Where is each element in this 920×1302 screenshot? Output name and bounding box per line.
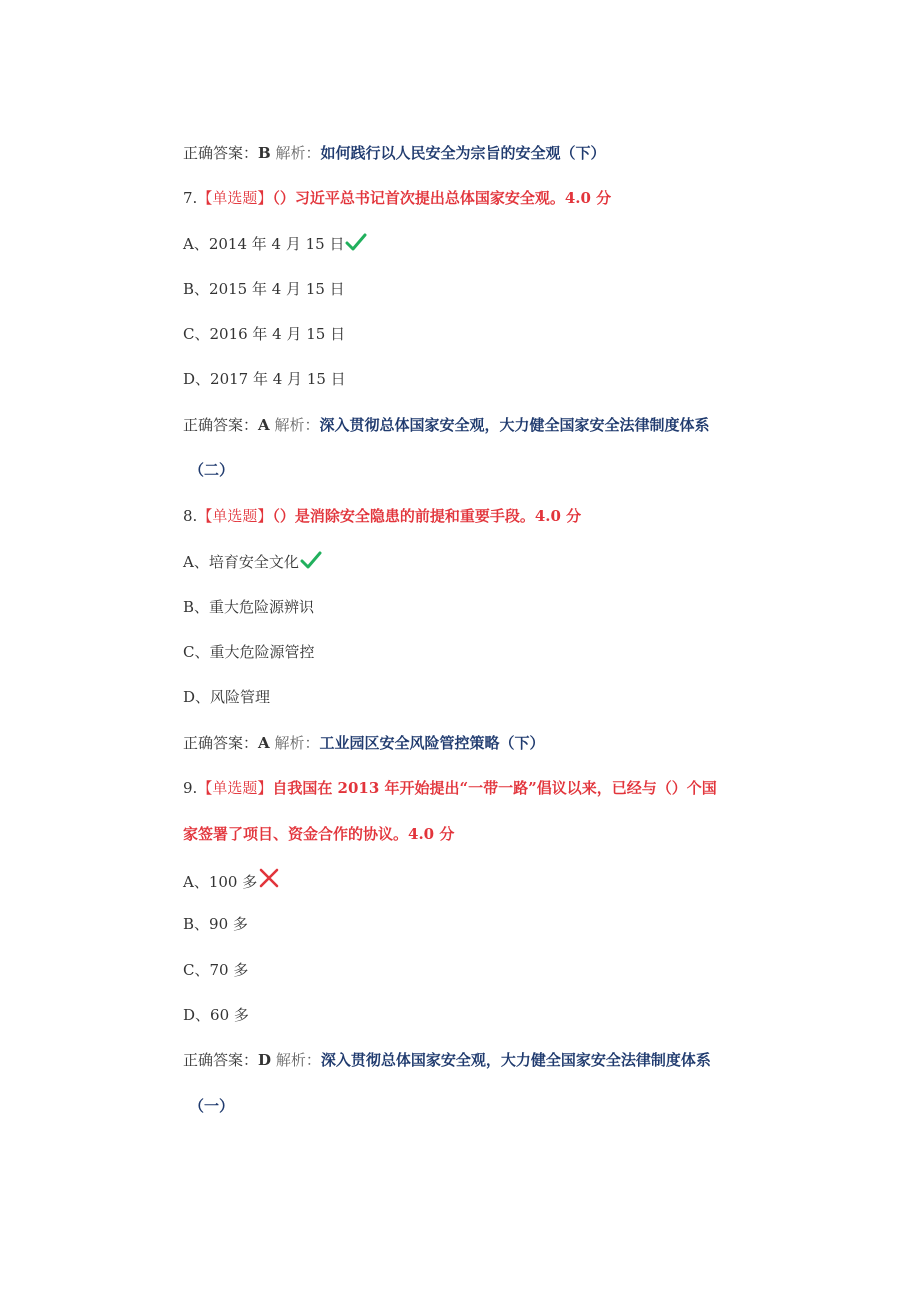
option-label: C、重大危险源管控 [183,643,315,661]
answer-line [183,1049,711,1071]
option-label: B、90 多 [183,915,248,933]
answer-line [183,142,606,164]
answer-letter: A [258,734,270,752]
analysis-text: 工业园区安全风险管控策略（下） [319,734,545,752]
answer-letter: D [258,1051,272,1069]
option-item [183,323,345,345]
option-label: A、100 多 [183,873,258,891]
analysis-continuation [189,459,234,481]
option-label: D、风险管理 [183,688,271,706]
answer-line [183,414,709,436]
question-number: 9. [183,779,198,797]
question-number: 8. [183,507,198,525]
option-label: C、2016 年 4 月 15 日 [183,325,346,343]
option-item [183,550,322,572]
answer-label: 正确答案： [183,1051,259,1069]
option-label: A、2014 年 4 月 15 日 [183,235,345,253]
analysis-text: （一） [189,1097,235,1115]
answer-label: 正确答案： [183,734,259,752]
option-item [183,368,346,390]
option-item [183,232,367,254]
option-item [183,596,314,618]
question-header [183,187,611,209]
answer-label: 正确答案： [183,144,259,162]
option-label: D、2017 年 4 月 15 日 [183,370,346,388]
analysis-text: 如何践行以人民安全为宗旨的安全观（下） [320,144,606,162]
answer-letter: A [258,416,270,434]
option-item [183,913,248,935]
option-item [183,278,345,300]
option-item [183,868,280,890]
answer-line [183,732,544,754]
analysis-label: 解析： [274,734,320,752]
question-type: 【单选题】 [197,189,273,207]
option-label: D、60 多 [183,1006,249,1024]
check-icon [345,232,367,252]
option-label: B、2015 年 4 月 15 日 [183,280,345,298]
option-item [183,959,248,981]
analysis-text: （二） [189,461,235,479]
question-header [183,505,581,527]
option-item [183,641,314,663]
check-icon [300,550,322,570]
question-type: 【单选题】 [197,779,273,797]
analysis-continuation [189,1095,234,1117]
cross-icon [258,868,280,888]
option-item [183,1004,249,1026]
answer-label: 正确答案： [183,416,259,434]
analysis-label: 解析： [275,144,321,162]
question-text-continuation [183,823,454,845]
question-header [183,777,717,799]
question-text: 家签署了项目、资金合作的协议。4.0 分 [183,825,455,843]
answer-letter: B [258,144,271,162]
option-label: B、重大危险源辨识 [183,598,315,616]
analysis-label: 解析： [274,416,320,434]
option-item [183,686,270,708]
option-label: A、培育安全文化 [183,553,299,571]
analysis-text: 深入贯彻总体国家安全观，大力健全国家安全法律制度体系 [319,416,710,434]
question-number: 7. [183,189,198,207]
question-text: （）是消除安全隐患的前提和重要手段。4.0 分 [272,507,582,525]
question-text: （）习近平总书记首次提出总体国家安全观。4.0 分 [272,189,612,207]
analysis-text: 深入贯彻总体国家安全观，大力健全国家安全法律制度体系 [320,1051,711,1069]
question-text: 自我国在 2013 年开始提出“一带一路”倡议以来，已经与（）个国 [272,779,717,797]
option-label: C、70 多 [183,961,249,979]
question-type: 【单选题】 [197,507,273,525]
analysis-label: 解析： [275,1051,321,1069]
